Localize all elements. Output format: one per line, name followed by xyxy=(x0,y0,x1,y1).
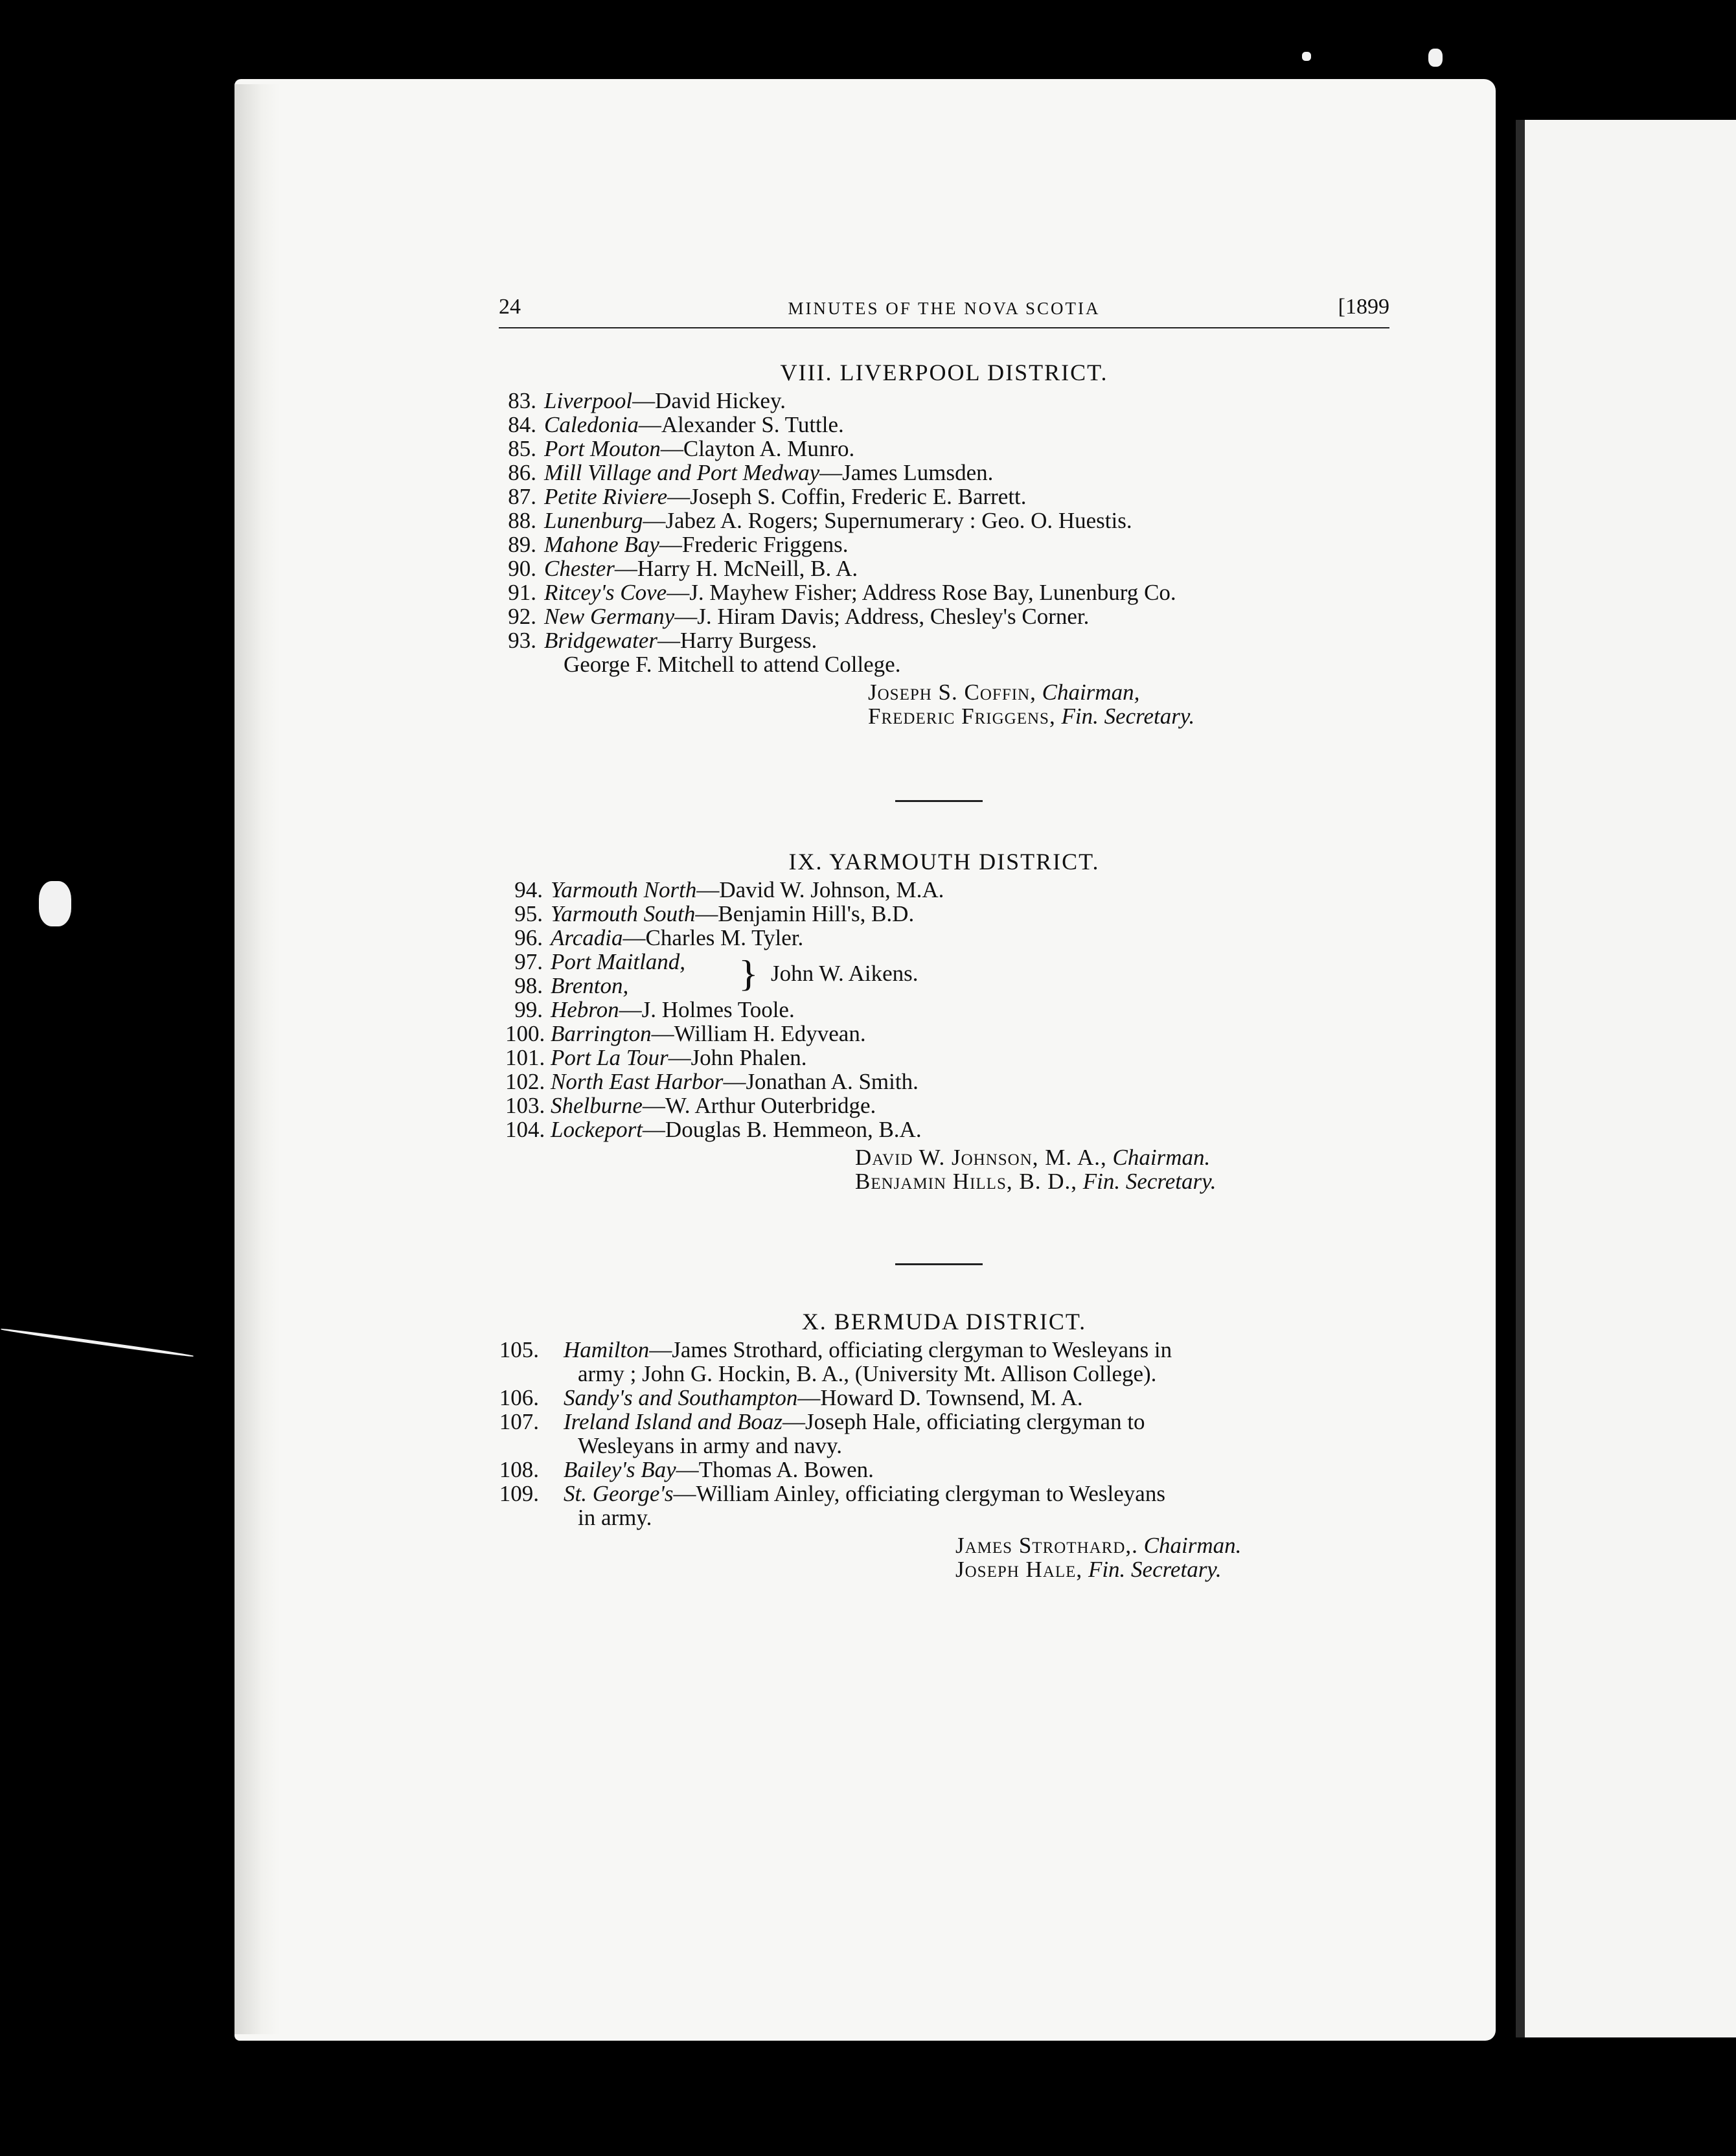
appointment-entry xyxy=(505,878,1389,902)
appointment-list xyxy=(499,878,1389,950)
minister-text: —Thomas A. Bowen. xyxy=(676,1457,874,1482)
appointment-entry xyxy=(499,461,1389,485)
signatory-role: Chairman. xyxy=(1112,1145,1211,1170)
circuit-name: North East Harbor xyxy=(551,1069,724,1094)
circuit-name: Caledonia xyxy=(544,412,639,437)
minister-text: —William Ainley, officiating clergyman to Wesleyans xyxy=(673,1481,1165,1506)
minister-text: —Frederic Friggens. xyxy=(659,532,849,557)
signatory-role: Chairman, xyxy=(1042,680,1140,705)
minister-text: —W. Arthur Outerbridge. xyxy=(642,1093,876,1118)
circuit-name: Ireland Island and Boaz xyxy=(564,1409,782,1434)
entry-number: 85. xyxy=(508,436,536,461)
appointment-entry xyxy=(499,628,1389,652)
signature-secretary xyxy=(868,704,1389,728)
facing-page-edge xyxy=(1516,120,1736,2037)
circuit-name: Lockeport xyxy=(551,1117,643,1142)
circuit-name: Yarmouth South xyxy=(551,901,696,926)
appointment-entry xyxy=(499,437,1389,461)
entry-number: 93. xyxy=(508,628,536,653)
appointment-list xyxy=(499,389,1389,652)
appointment-entry xyxy=(499,1386,1389,1410)
minister-text: —J. Mayhew Fisher; Address Rose Bay, Lunenburg Co. xyxy=(667,580,1176,605)
film-scratch xyxy=(1,1327,194,1358)
entry-continuation: in army. xyxy=(578,1505,652,1530)
appointment-entry xyxy=(499,389,1389,413)
minister-text: —James Strothard, officiating clergyman to Wesleyans in xyxy=(649,1337,1172,1362)
entry-number: 90. xyxy=(508,556,536,581)
circuit-name: Brenton, xyxy=(551,973,629,998)
entry-number: 107. xyxy=(499,1409,539,1434)
district-bermuda xyxy=(499,1305,1389,1581)
minister-text: —John Phalen. xyxy=(668,1045,807,1070)
circuit-name: Chester xyxy=(544,556,615,581)
circuit-name: Bridgewater xyxy=(544,628,657,653)
appointment-entry xyxy=(499,1338,1389,1386)
signature-chairman xyxy=(868,680,1389,704)
appointment-entry xyxy=(505,998,1389,1022)
entry-number: 94. xyxy=(514,877,543,902)
entry-number: 106. xyxy=(499,1385,539,1410)
circuit-name: Port Mouton xyxy=(544,436,661,461)
appointment-entry xyxy=(499,533,1389,556)
minister-text: —Charles M. Tyler. xyxy=(622,925,804,950)
entry-number: 95. xyxy=(514,901,543,926)
signatory-role: Chairman. xyxy=(1143,1533,1242,1558)
circuit-name: Barrington xyxy=(551,1021,652,1046)
signatory-role: Fin. Secretary. xyxy=(1082,1169,1216,1194)
entry-number: 83. xyxy=(508,388,536,413)
entry-number: 109. xyxy=(499,1481,539,1506)
circuit-name: Yarmouth North xyxy=(551,877,697,902)
entry-number: 86. xyxy=(508,460,536,485)
appointment-entry xyxy=(505,1022,1389,1046)
entry-continuation: army ; John G. Hockin, B. A., (University Mt. Allison College). xyxy=(578,1361,1157,1386)
minister-text: —Joseph S. Coffin, Frederic E. Barrett. xyxy=(667,484,1027,509)
circuit-name: Arcadia xyxy=(551,925,623,950)
film-speck xyxy=(1428,49,1443,67)
circuit-name: Hamilton xyxy=(564,1337,650,1362)
minister-text: —Harry H. McNeill, B. A. xyxy=(614,556,858,581)
entry-number: 101. xyxy=(505,1045,545,1070)
entry-number: 105. xyxy=(499,1337,539,1362)
district-note: George F. Mitchell to attend College. xyxy=(564,652,901,677)
district-signatures xyxy=(499,680,1389,728)
minister-text: —Harry Burgess. xyxy=(657,628,817,653)
entry-number: 104. xyxy=(505,1117,545,1142)
circuit-name: Mill Village and Port Medway xyxy=(544,460,820,485)
appointment-entry xyxy=(499,1458,1389,1482)
appointment-entry xyxy=(499,413,1389,437)
entry-number: 98. xyxy=(514,973,543,998)
appointment-entry xyxy=(499,509,1389,533)
section-divider xyxy=(895,1263,983,1265)
minister-text: —Jabez A. Rogers; Supernumerary : Geo. O. Huestis. xyxy=(643,508,1132,533)
signatory-name: Joseph Hale, xyxy=(955,1557,1083,1582)
appointment-entry xyxy=(505,1046,1389,1070)
running-title: MINUTES OF THE NOVA SCOTIA xyxy=(788,299,1101,318)
entry-number: 91. xyxy=(508,580,536,605)
appointment-entry xyxy=(499,556,1389,580)
circuit-name: Mahone Bay xyxy=(544,532,659,557)
appointment-entry xyxy=(499,580,1389,604)
entry-number: 108. xyxy=(499,1457,539,1482)
signatory-name: David W. Johnson, M. A., xyxy=(855,1145,1107,1170)
appointment-entry xyxy=(505,1070,1389,1094)
circuit-name: Hebron xyxy=(551,997,619,1022)
entry-number: 89. xyxy=(508,532,536,557)
minister-text: —Douglas B. Hemmeon, B.A. xyxy=(642,1117,922,1142)
district-heading: X. BERMUDA DISTRICT. xyxy=(801,1309,1087,1335)
entry-number: 84. xyxy=(508,412,536,437)
district-liverpool xyxy=(499,356,1389,728)
circuit-name: Bailey's Bay xyxy=(564,1457,676,1482)
minister-text: —Alexander S. Tuttle. xyxy=(638,412,844,437)
appointment-entry xyxy=(499,485,1389,509)
circuit-name: Ritcey's Cove xyxy=(544,580,667,605)
signatory-name: Frederic Friggens, xyxy=(868,704,1056,729)
appointment-entry xyxy=(499,1482,1389,1530)
signatory-name: James Strothard,. xyxy=(955,1533,1138,1558)
minister-text: —J. Hiram Davis; Address, Chesley's Corner. xyxy=(674,604,1090,629)
circuit-name: Petite Riviere xyxy=(544,484,668,509)
appointment-list xyxy=(499,998,1389,1141)
minister-text: —David W. Johnson, M.A. xyxy=(696,877,944,902)
signatory-name: Benjamin Hills, B. D., xyxy=(855,1169,1077,1194)
signatory-name: Joseph S. Coffin, xyxy=(868,680,1036,705)
district-signatures xyxy=(499,1145,1389,1193)
page-number: 24 xyxy=(499,295,521,319)
appointment-entry xyxy=(505,1094,1389,1118)
circuit-name: New Germany xyxy=(544,604,675,629)
appointment-entry xyxy=(505,950,685,974)
appointment-entry xyxy=(505,1118,1389,1141)
entry-number: 88. xyxy=(508,508,536,533)
district-signatures xyxy=(499,1533,1389,1581)
circuit-name: Port Maitland, xyxy=(551,949,686,974)
signature-secretary xyxy=(855,1169,1389,1193)
entry-continuation: Wesleyans in army and navy. xyxy=(578,1433,842,1458)
appointment-list xyxy=(499,1338,1389,1530)
section-divider xyxy=(895,800,983,802)
signature-chairman xyxy=(955,1533,1389,1557)
page-edge-shadow xyxy=(234,84,280,2034)
running-year: [1899 xyxy=(1338,295,1389,319)
minister-text: —Jonathan A. Smith. xyxy=(723,1069,919,1094)
district-yarmouth xyxy=(499,845,1389,1193)
signature-secretary xyxy=(955,1557,1389,1581)
signature-chairman xyxy=(855,1145,1389,1169)
minister-text: —William H. Edyvean. xyxy=(651,1021,866,1046)
circuit-name: Shelburne xyxy=(551,1093,643,1118)
circuit-name: Sandy's and Southampton xyxy=(564,1385,798,1410)
appointment-entry xyxy=(505,974,628,998)
appointment-entry xyxy=(505,926,1389,950)
minister-text: —Clayton A. Munro. xyxy=(660,436,855,461)
film-speck xyxy=(1302,52,1311,61)
brace-glyph: } xyxy=(738,952,759,994)
circuit-name: Port La Tour xyxy=(551,1045,668,1070)
circuit-name: Lunenburg xyxy=(544,508,643,533)
minister-text: —David Hickey. xyxy=(632,388,786,413)
entry-number: 100. xyxy=(505,1021,545,1046)
page-content xyxy=(499,295,1389,2005)
running-head xyxy=(499,295,1389,328)
minister-text: —Joseph Hale, officiating clergyman to xyxy=(782,1409,1145,1434)
entry-number: 96. xyxy=(514,925,543,950)
entry-number: 87. xyxy=(508,484,536,509)
circuit-name: Liverpool xyxy=(544,388,633,413)
district-heading: IX. YARMOUTH DISTRICT. xyxy=(788,849,1100,875)
entry-number: 103. xyxy=(505,1093,545,1118)
circuit-name: St. George's xyxy=(564,1481,674,1506)
minister-text: —J. Holmes Toole. xyxy=(619,997,795,1022)
entry-number: 92. xyxy=(508,604,536,629)
appointment-entry xyxy=(499,1410,1389,1458)
bracketed-appointment xyxy=(499,950,1389,998)
entry-number: 102. xyxy=(505,1069,545,1094)
signatory-role: Fin. Secretary. xyxy=(1088,1557,1222,1582)
entry-number: 97. xyxy=(514,949,543,974)
minister-text: —Howard D. Townsend, M. A. xyxy=(797,1385,1083,1410)
signatory-role: Fin. Secretary. xyxy=(1061,704,1195,729)
minister-text: —James Lumsden. xyxy=(819,460,994,485)
minister-text: John W. Aikens. xyxy=(771,961,919,986)
minister-text: —Benjamin Hill's, B.D. xyxy=(695,901,915,926)
appointment-entry xyxy=(505,902,1389,926)
entry-number: 99. xyxy=(514,997,543,1022)
district-heading: VIII. LIVERPOOL DISTRICT. xyxy=(780,360,1108,385)
film-speck xyxy=(39,881,71,926)
appointment-entry xyxy=(499,604,1389,628)
